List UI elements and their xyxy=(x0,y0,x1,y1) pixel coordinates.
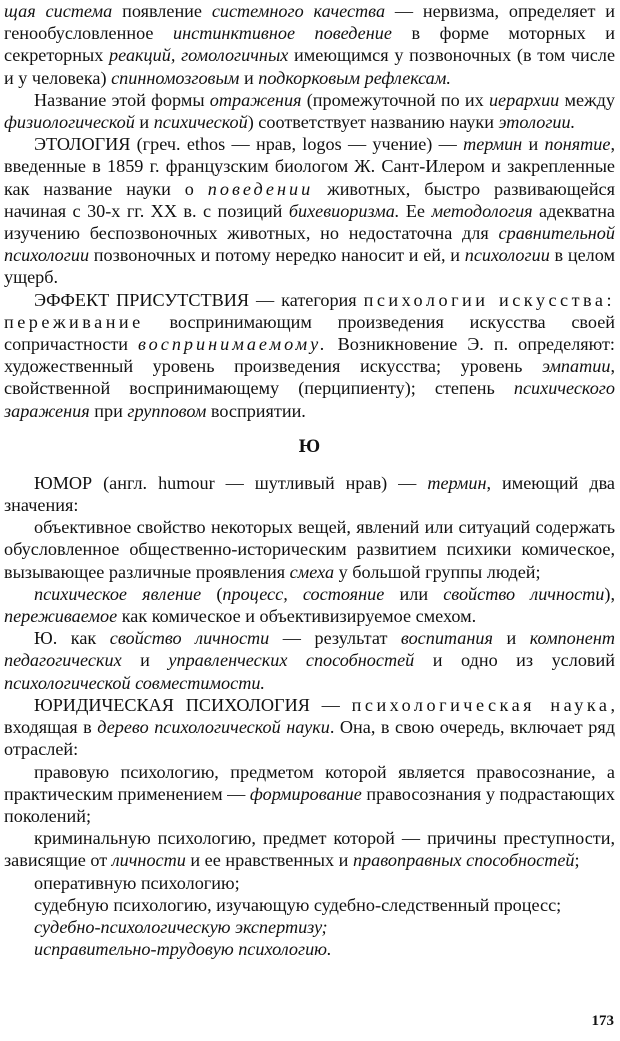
paragraph-p11 xyxy=(4,827,615,871)
text-run: методология xyxy=(431,200,533,221)
paragraph-p6 xyxy=(4,516,615,583)
text-run: формирование xyxy=(249,783,362,804)
page-text xyxy=(4,0,615,960)
paragraph-p14 xyxy=(4,916,615,938)
text-run: воспринимаемому. xyxy=(138,334,328,355)
section-letter-heading xyxy=(4,436,615,458)
text-run: психической xyxy=(153,112,248,133)
text-run: и xyxy=(239,67,259,88)
text-run: правосознания у подрастающих поколений; xyxy=(4,783,616,826)
text-run: бихевиоризма. xyxy=(288,200,400,221)
text-run: , входящая в xyxy=(4,694,616,738)
paragraph-p10 xyxy=(4,761,615,828)
text-run: психологической совместимости. xyxy=(4,672,265,693)
text-run: объективное свойство некоторых вещей, явлений или ситуаций содержать обусловленное общественно-историческим развитием психики комическое, вызывающее различные проявления xyxy=(4,517,615,582)
text-run: поведении xyxy=(207,178,314,199)
text-run: правовую психологию, предметом которой является правосознание, а практическим применением — xyxy=(4,761,615,804)
text-run: подкорковым рефлексам. xyxy=(258,67,451,88)
text-run: понятие xyxy=(544,134,611,155)
text-run: Ее xyxy=(399,200,432,221)
text-run: физиологической xyxy=(4,112,135,133)
text-run: компонент педагогических xyxy=(4,628,615,671)
text-run: судебно-психологическую экспертизу; xyxy=(34,916,328,937)
text-run: , имеющий два значения: xyxy=(4,472,615,516)
text-run: в целом ущерб. xyxy=(4,245,615,288)
text-run: спинномозговым xyxy=(111,67,240,88)
text-run: ЭТОЛОГИЯ (греч. ethos — нрав, logos — учение) — xyxy=(34,134,464,155)
text-run: оперативную психологию; xyxy=(34,872,240,893)
text-run: Ю. как xyxy=(34,628,110,649)
text-run: эмпатии xyxy=(542,356,611,377)
text-run: и одно из условий xyxy=(414,650,615,671)
text-run: судебную психологию, изучающую судебно-следственный процесс; xyxy=(34,894,562,915)
text-run: ) соответствует названию науки xyxy=(247,112,499,133)
text-run: щая система xyxy=(4,1,113,21)
text-run: воспитания xyxy=(400,628,493,649)
text-run: появление xyxy=(112,1,212,21)
text-run: — нервизма, определяет и генообусловленное xyxy=(4,1,615,44)
text-run: психологическая наука xyxy=(351,694,611,715)
text-run: процесс, состояние xyxy=(222,583,385,604)
text-run: криминальную психологию, предмет которой — причины преступности, зависящие от xyxy=(4,828,615,871)
text-run: ; xyxy=(574,850,580,871)
text-run: дерево психологической науки xyxy=(97,717,330,738)
text-run: смеха xyxy=(289,561,335,582)
text-run: и xyxy=(134,112,154,133)
text-run: сравнительной психологии xyxy=(4,223,615,266)
text-run: исправительно-трудовую психологию. xyxy=(34,939,332,960)
text-run: как комическое и объективизируемое смехом. xyxy=(117,606,477,627)
text-run: — результат xyxy=(269,628,401,649)
text-run: в форме моторных и секреторных xyxy=(4,23,616,66)
text-run: свойство личности xyxy=(109,628,270,649)
text-run: психологии искусства: переживание xyxy=(4,289,616,332)
paragraph-p7 xyxy=(4,583,615,627)
text-run: или xyxy=(384,583,444,604)
text-run: , свойственной воспринимающему (перципиенту); степень xyxy=(4,356,615,399)
text-run: системного качества xyxy=(211,1,386,21)
text-run: групповом xyxy=(127,400,207,421)
text-run: термин xyxy=(463,134,523,155)
text-run: Название этой формы xyxy=(34,89,210,110)
text-run: и ее нравственных и xyxy=(185,850,353,871)
text-run: личности xyxy=(111,850,186,871)
text-run: правоправных способностей xyxy=(352,850,575,871)
text-run: между xyxy=(559,89,615,110)
text-run: иерархии xyxy=(488,89,560,110)
paragraph-p4 xyxy=(4,289,615,422)
paragraph-p15 xyxy=(4,938,615,960)
page-number: 173 xyxy=(591,1013,614,1029)
text-run: имеющимся у позвоночных (в том числе и у человека) xyxy=(4,45,616,88)
text-run: отражения xyxy=(209,89,302,110)
paragraph-p3 xyxy=(4,133,615,288)
text-run: термин xyxy=(427,472,487,493)
text-run: психическое явление xyxy=(34,583,202,604)
text-run: переживаемое xyxy=(4,606,118,627)
paragraph-p12 xyxy=(4,872,615,894)
paragraph-p13 xyxy=(4,894,615,916)
paragraph-p5 xyxy=(4,472,615,516)
paragraph-p2 xyxy=(4,89,615,133)
text-run: ЮМОР (англ. humour — шутливый нрав) — xyxy=(34,472,428,493)
paragraph-p1 xyxy=(4,0,615,89)
text-run: ), xyxy=(604,583,616,604)
text-run: свойство личности xyxy=(443,583,605,604)
text-run: ЭФФЕКТ ПРИСУТСТВИЯ — категория xyxy=(34,289,364,310)
text-run: адекватна изучению беспозвоночных животных, но недостаточна для xyxy=(4,200,615,244)
text-run: при xyxy=(89,400,128,421)
text-run: ЮРИДИЧЕСКАЯ ПСИХОЛОГИЯ — xyxy=(34,694,352,715)
text-run: восприятии. xyxy=(206,400,306,421)
text-run: . Она, в свою очередь, включает ряд отраслей: xyxy=(4,717,615,760)
text-run: и xyxy=(492,628,530,649)
text-run: психического заражения xyxy=(4,378,615,421)
text-run: Ю xyxy=(298,435,321,457)
text-run: (промежуточной по их xyxy=(301,89,489,110)
text-run: животных, быстро развивающейся начиная с 30-х гг. XX в. с позиций xyxy=(4,178,615,221)
text-run: реакций, гомологичных xyxy=(109,45,289,66)
text-run: инстинктивное поведение xyxy=(173,23,392,44)
text-run: и xyxy=(121,650,169,671)
text-run: психологии xyxy=(464,245,550,266)
text-run: ( xyxy=(201,583,223,604)
paragraph-p8 xyxy=(4,627,615,694)
text-run: , введенные в 1859 г. французским биологом Ж. Сант-Илером и закрепленные как название науки о xyxy=(4,134,616,199)
paragraph-p9 xyxy=(4,694,615,761)
text-run: управленческих способностей xyxy=(168,650,415,671)
text-run: Возникновение Э. п. определяют: художественный уровень произведения искусства; уровень xyxy=(4,334,615,377)
text-run: позвоночных и потому нередко наносит и ей, и xyxy=(89,245,465,266)
text-run: у большой группы людей; xyxy=(334,561,541,582)
text-run: и xyxy=(522,134,545,155)
text-run: воспринимающим произведения искусства своей сопричастности xyxy=(4,311,615,355)
text-run: этологии. xyxy=(498,112,576,133)
